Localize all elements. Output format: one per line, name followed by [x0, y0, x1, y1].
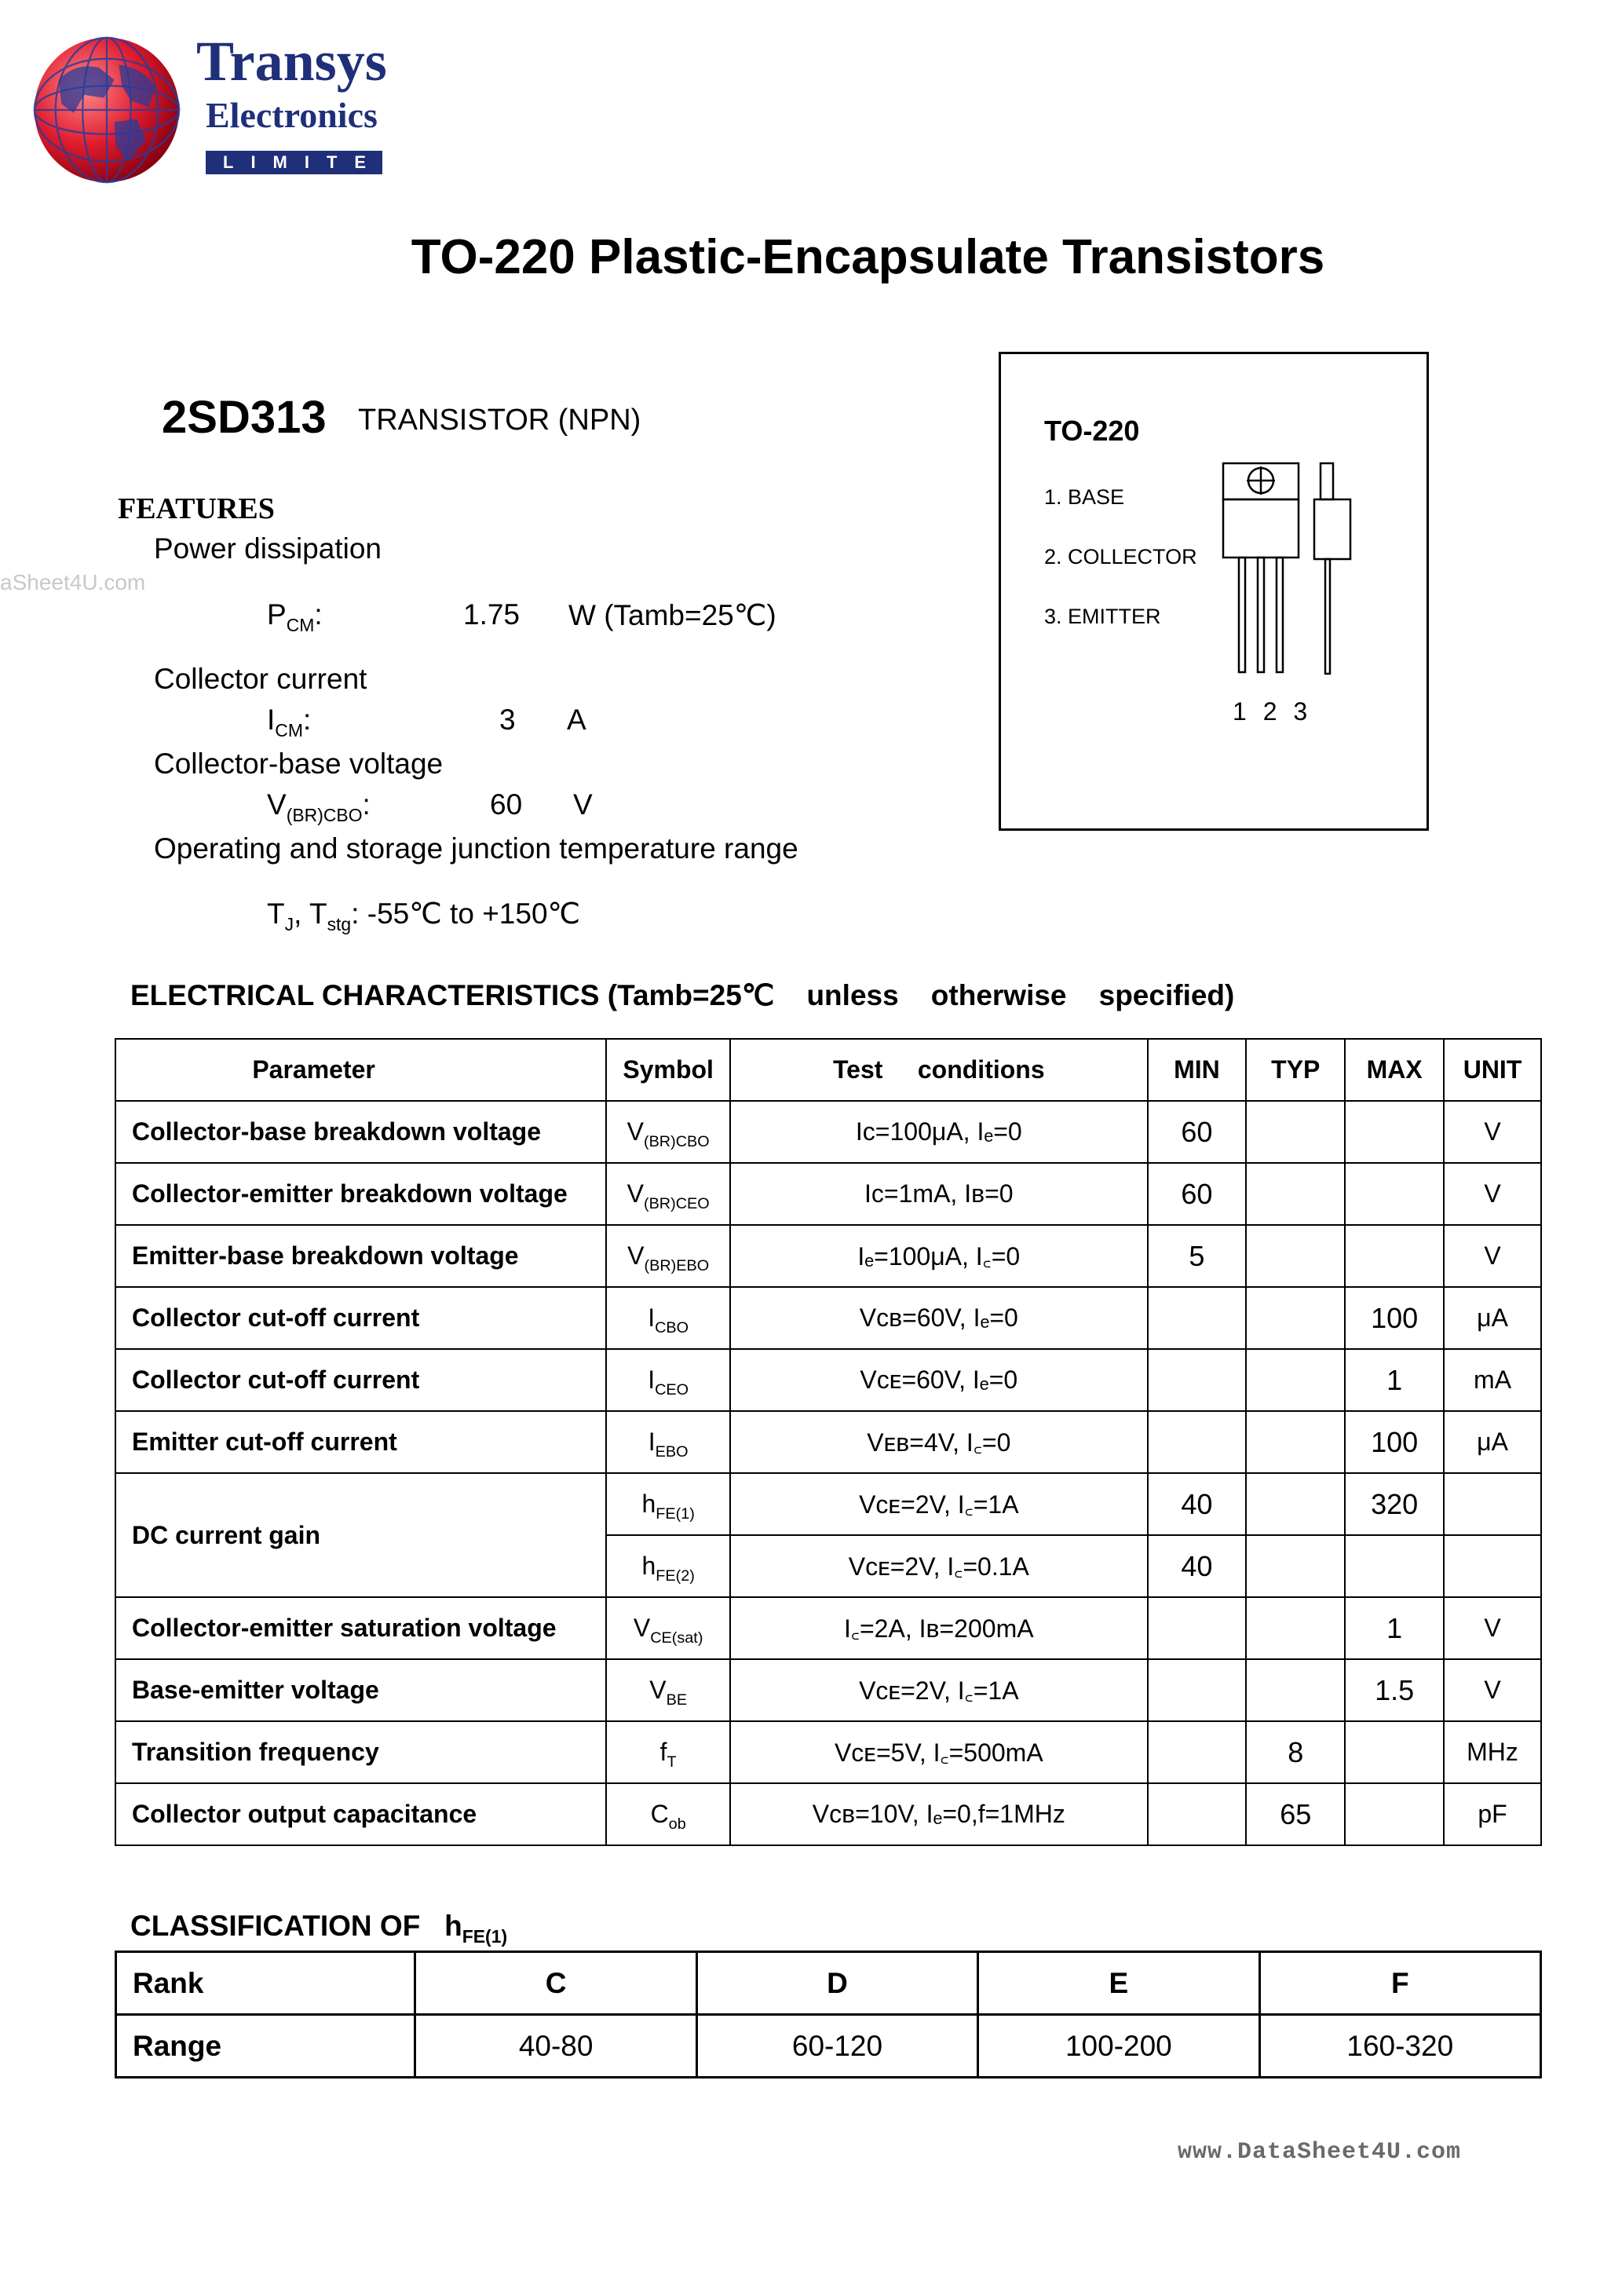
collector-base-voltage-label: Collector-base voltage — [154, 748, 444, 780]
vcbo-unit: V — [573, 788, 593, 821]
min-cell: 40 — [1148, 1535, 1247, 1597]
typ-cell — [1246, 1225, 1345, 1287]
param-cell: Collector cut-off current — [115, 1287, 606, 1349]
max-cell — [1345, 1535, 1444, 1597]
symbol-cell: $h_{FE(1)}$ — [606, 1473, 730, 1535]
symbol-cell: $V_{(BR)EBO}$ — [606, 1225, 730, 1287]
max-cell — [1345, 1225, 1444, 1287]
table-row — [115, 1597, 1541, 1659]
header-typ: TYP — [1246, 1039, 1345, 1101]
min-cell — [1148, 1659, 1247, 1721]
unit-cell: mA — [1444, 1349, 1541, 1411]
condition-cell: Vᴄᴇ=5V, I꜀=500mA — [730, 1721, 1147, 1783]
unit-cell: MHz — [1444, 1721, 1541, 1783]
table-row — [115, 1225, 1541, 1287]
header-max: MAX — [1345, 1039, 1444, 1101]
param-cell: Emitter-base breakdown voltage — [115, 1225, 606, 1287]
param-cell: Collector-base breakdown voltage — [115, 1101, 606, 1163]
max-cell: 1 — [1345, 1349, 1444, 1411]
icm-unit: A — [567, 704, 586, 736]
classification-table — [115, 1951, 1542, 2078]
rank-cell: F — [1259, 1952, 1540, 2015]
symbol-cell: $V_{BE}$ — [606, 1659, 730, 1721]
typ-cell — [1246, 1411, 1345, 1473]
condition-cell: Vᴄᴇ=2V, I꜀=1A — [730, 1473, 1147, 1535]
collector-current-label: Collector current — [154, 663, 367, 695]
table-row — [115, 1473, 1541, 1535]
features-heading: FEATURES — [118, 492, 275, 525]
electrical-characteristics-table — [115, 1038, 1542, 1846]
unit-cell: V — [1444, 1225, 1541, 1287]
rank-cell: C — [415, 1952, 696, 2015]
range-cell: 40-80 — [415, 2015, 696, 2078]
package-name: TO-220 — [1044, 415, 1140, 447]
typ-cell — [1246, 1473, 1345, 1535]
min-cell: 60 — [1148, 1101, 1247, 1163]
typ-cell — [1246, 1101, 1345, 1163]
symbol-cell: $V_{(BR)CEO}$ — [606, 1163, 730, 1225]
icm-symbol: $I_{CM}$: — [267, 704, 312, 740]
range-cell: 160-320 — [1259, 2015, 1540, 2078]
table-row — [115, 1287, 1541, 1349]
condition-cell: Vᴄʙ=10V, Iₑ=0,f=1MHz — [730, 1783, 1147, 1845]
pin-1-label: 1. BASE — [1044, 485, 1125, 509]
condition-cell: Vᴇʙ=4V, I꜀=0 — [730, 1411, 1147, 1473]
header-min: MIN — [1148, 1039, 1247, 1101]
header-unit: UNIT — [1444, 1039, 1541, 1101]
condition-cell: Vᴄᴇ=60V, Iₑ=0 — [730, 1349, 1147, 1411]
table-row — [115, 1721, 1541, 1783]
typ-cell: 65 — [1246, 1783, 1345, 1845]
table-row — [115, 1783, 1541, 1845]
rank-cell: E — [978, 1952, 1259, 2015]
range-row — [116, 2015, 1541, 2078]
unit-cell — [1444, 1535, 1541, 1597]
min-cell — [1148, 1721, 1247, 1783]
typ-cell: 8 — [1246, 1721, 1345, 1783]
symbol-cell: $V_{CE(sat)}$ — [606, 1597, 730, 1659]
company-subtitle: Electronics — [206, 95, 378, 135]
min-cell: 60 — [1148, 1163, 1247, 1225]
symbol-cell: $C_{ob}$ — [606, 1783, 730, 1845]
table-row — [115, 1101, 1541, 1163]
typ-cell — [1246, 1659, 1345, 1721]
param-cell: Transition frequency — [115, 1721, 606, 1783]
min-cell — [1148, 1411, 1247, 1473]
part-number: 2SD313 — [162, 392, 327, 443]
pcm-symbol: $P_{CM}$: — [267, 598, 323, 635]
header-parameter: Parameter — [115, 1039, 606, 1101]
param-cell: Base-emitter voltage — [115, 1659, 606, 1721]
table-row — [115, 1659, 1541, 1721]
unit-cell: pF — [1444, 1783, 1541, 1845]
min-cell — [1148, 1783, 1247, 1845]
pcm-unit: W (Tamb=25℃) — [568, 599, 776, 631]
max-cell: 320 — [1345, 1473, 1444, 1535]
symbol-cell: $I_{CEO}$ — [606, 1349, 730, 1411]
typ-cell — [1246, 1163, 1345, 1225]
max-cell — [1345, 1163, 1444, 1225]
condition-cell: I꜀=2A, Iʙ=200mA — [730, 1597, 1147, 1659]
param-cell: Collector-emitter saturation voltage — [115, 1597, 606, 1659]
max-cell — [1345, 1101, 1444, 1163]
page-title: TO-220 Plastic-Encapsulate Transistors — [411, 230, 1325, 284]
classification-heading: CLASSIFICATION OF $h_{FE(1)}$ — [130, 1910, 508, 1947]
condition-cell: Iₑ=100μA, I꜀=0 — [730, 1225, 1147, 1287]
range-cell: 60-120 — [696, 2015, 977, 2078]
param-cell: Collector cut-off current — [115, 1349, 606, 1411]
unit-cell: μA — [1444, 1287, 1541, 1349]
temperature-range-label: Operating and storage junction temperature range — [154, 832, 798, 865]
rank-cell: D — [696, 1952, 977, 2015]
unit-cell: V — [1444, 1101, 1541, 1163]
condition-cell: Ic=1mA, Iʙ=0 — [730, 1163, 1147, 1225]
rank-row — [116, 1952, 1541, 2015]
unit-cell — [1444, 1473, 1541, 1535]
vcbo-value: 60 — [490, 788, 523, 821]
typ-cell — [1246, 1535, 1345, 1597]
param-cell: Collector output capacitance — [115, 1783, 606, 1845]
power-dissipation-label: Power dissipation — [154, 532, 382, 565]
max-cell: 100 — [1345, 1411, 1444, 1473]
table-header-row — [115, 1039, 1541, 1101]
table-row — [115, 1349, 1541, 1411]
company-name: Transys — [196, 30, 387, 93]
range-label: Range — [116, 2015, 415, 2078]
symbol-cell: $I_{EBO}$ — [606, 1411, 730, 1473]
temperature-range-value: $T_J$, $T_{stg}$: -55℃ to +150℃ — [267, 898, 581, 934]
condition-cell: Vᴄᴇ=2V, I꜀=0.1A — [730, 1535, 1147, 1597]
min-cell — [1148, 1349, 1247, 1411]
electrical-characteristics-heading: ELECTRICAL CHARACTERISTICS (Tamb=25℃ unless otherwise specified) — [130, 979, 1235, 1011]
typ-cell — [1246, 1349, 1345, 1411]
range-cell: 100-200 — [978, 2015, 1259, 2078]
symbol-cell: $h_{FE(2)}$ — [606, 1535, 730, 1597]
part-type: TRANSISTOR (NPN) — [358, 404, 641, 437]
symbol-cell: $f_T$ — [606, 1721, 730, 1783]
typ-cell — [1246, 1287, 1345, 1349]
footer-url: www.DataSheet4U.com — [1178, 2139, 1462, 2166]
condition-cell: Ic=100μA, Iₑ=0 — [730, 1101, 1147, 1163]
max-cell: 1.5 — [1345, 1659, 1444, 1721]
to220-package-drawing — [1217, 457, 1366, 682]
max-cell — [1345, 1721, 1444, 1783]
pcm-value: 1.75 — [463, 598, 521, 631]
condition-cell: Vᴄʙ=60V, Iₑ=0 — [730, 1287, 1147, 1349]
pin-numbers: 1 2 3 — [1233, 697, 1313, 726]
watermark-text: aSheet4U.com — [0, 570, 146, 594]
rank-label: Rank — [116, 1952, 415, 2015]
param-cell: Emitter cut-off current — [115, 1411, 606, 1473]
icm-value: 3 — [499, 704, 516, 736]
min-cell — [1148, 1597, 1247, 1659]
pin-2-label: 2. COLLECTOR — [1044, 545, 1197, 569]
header-test-conditions: Test conditions — [730, 1039, 1147, 1101]
param-cell: DC current gain — [115, 1473, 606, 1597]
min-cell — [1148, 1287, 1247, 1349]
header-symbol: Symbol — [606, 1039, 730, 1101]
symbol-cell: $I_{CBO}$ — [606, 1287, 730, 1349]
table-row — [115, 1163, 1541, 1225]
param-cell: Collector-emitter breakdown voltage — [115, 1163, 606, 1225]
min-cell: 40 — [1148, 1473, 1247, 1535]
max-cell — [1345, 1783, 1444, 1845]
pin-3-label: 3. EMITTER — [1044, 605, 1161, 628]
company-logo-globe — [31, 35, 182, 185]
company-limited-badge: LIMITED — [206, 151, 382, 174]
table-row — [115, 1411, 1541, 1473]
min-cell: 5 — [1148, 1225, 1247, 1287]
typ-cell — [1246, 1597, 1345, 1659]
condition-cell: Vᴄᴇ=2V, I꜀=1A — [730, 1659, 1147, 1721]
unit-cell: V — [1444, 1163, 1541, 1225]
symbol-cell: $V_{(BR)CBO}$ — [606, 1101, 730, 1163]
max-cell: 100 — [1345, 1287, 1444, 1349]
vcbo-symbol: $V_{(BR)CBO}$: — [267, 788, 371, 825]
unit-cell: V — [1444, 1597, 1541, 1659]
max-cell: 1 — [1345, 1597, 1444, 1659]
unit-cell: V — [1444, 1659, 1541, 1721]
unit-cell: μA — [1444, 1411, 1541, 1473]
